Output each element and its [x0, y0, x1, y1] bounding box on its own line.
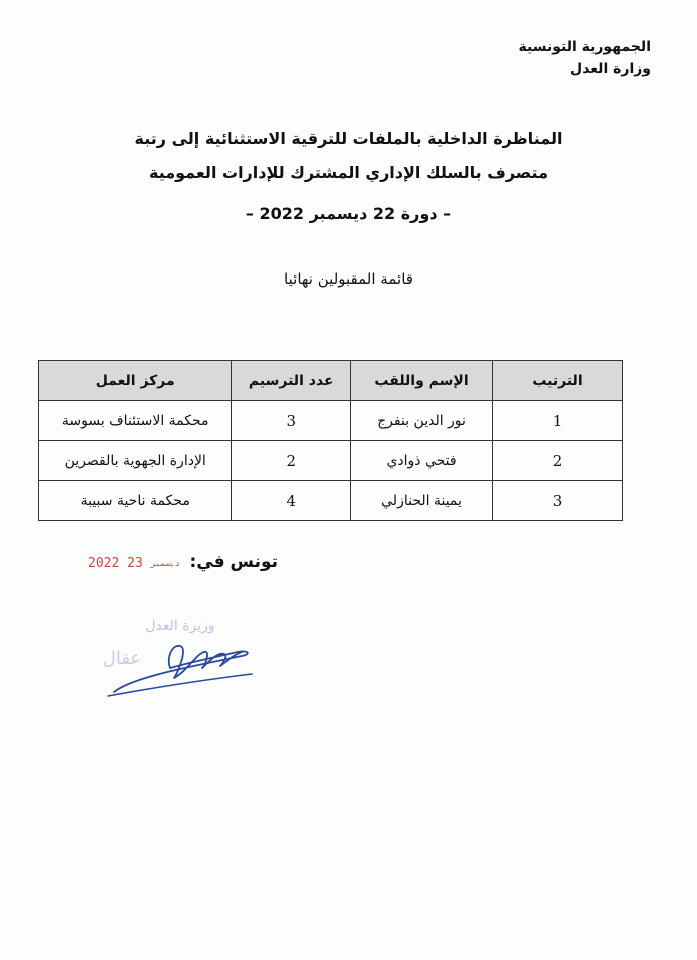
cell-center: محكمة الاستئناف بسوسة: [39, 401, 232, 441]
svg-text:وزيرة العدل: وزيرة العدل: [145, 618, 215, 634]
cell-count: 4: [232, 481, 351, 521]
table-row: [39, 401, 623, 441]
table-header-row: [39, 361, 623, 401]
stamp-month: ديسمبر: [150, 559, 180, 568]
ministry-name: وزارة العدل: [570, 61, 651, 77]
signature-stamp: [92, 608, 262, 708]
table-row: [39, 441, 623, 481]
list-title: قائمة المقبولين نهائيا: [284, 270, 413, 288]
session-date: – دورة 22 ديسمبر 2022 –: [245, 204, 452, 223]
svg-text:عقال: عقال: [102, 648, 142, 669]
cell-center: محكمة ناحية سبيبة: [39, 481, 232, 521]
cell-name: يمينة الحنازلي: [351, 481, 493, 521]
date-stamp: [88, 556, 180, 571]
cell-count: 3: [232, 401, 351, 441]
cell-rank: 3: [492, 481, 622, 521]
results-table: [38, 360, 623, 521]
header-name: الإسم واللقب: [351, 361, 493, 401]
cell-center: الإدارة الجهوية بالقصرين: [39, 441, 232, 481]
cell-rank: 1: [492, 401, 622, 441]
stamp-year: 2022: [88, 556, 120, 571]
stamp-day: 23: [127, 556, 143, 571]
table-row: [39, 481, 623, 521]
letterhead: [519, 36, 652, 80]
place-label: تونس في:: [189, 552, 278, 572]
cell-name: نور الدين بنفرج: [351, 401, 493, 441]
place-date-line: [88, 552, 278, 588]
title-line-2: متصرف بالسلك الإداري المشترك للإدارات العمومية: [149, 163, 548, 182]
title-line-1: المناظرة الداخلية بالملفات للترقية الاستثنائية إلى رتبة: [134, 129, 563, 148]
header-count: عدد الترسيم: [232, 361, 351, 401]
cell-count: 2: [232, 441, 351, 481]
document-title: [0, 122, 697, 190]
country-name: الجمهورية التونسية: [518, 39, 651, 55]
header-center: مركز العمل: [39, 361, 232, 401]
cell-rank: 2: [492, 441, 622, 481]
header-rank: الترتيب: [492, 361, 622, 401]
cell-name: فتحي ذوادي: [351, 441, 493, 481]
signature-image: [92, 608, 262, 708]
